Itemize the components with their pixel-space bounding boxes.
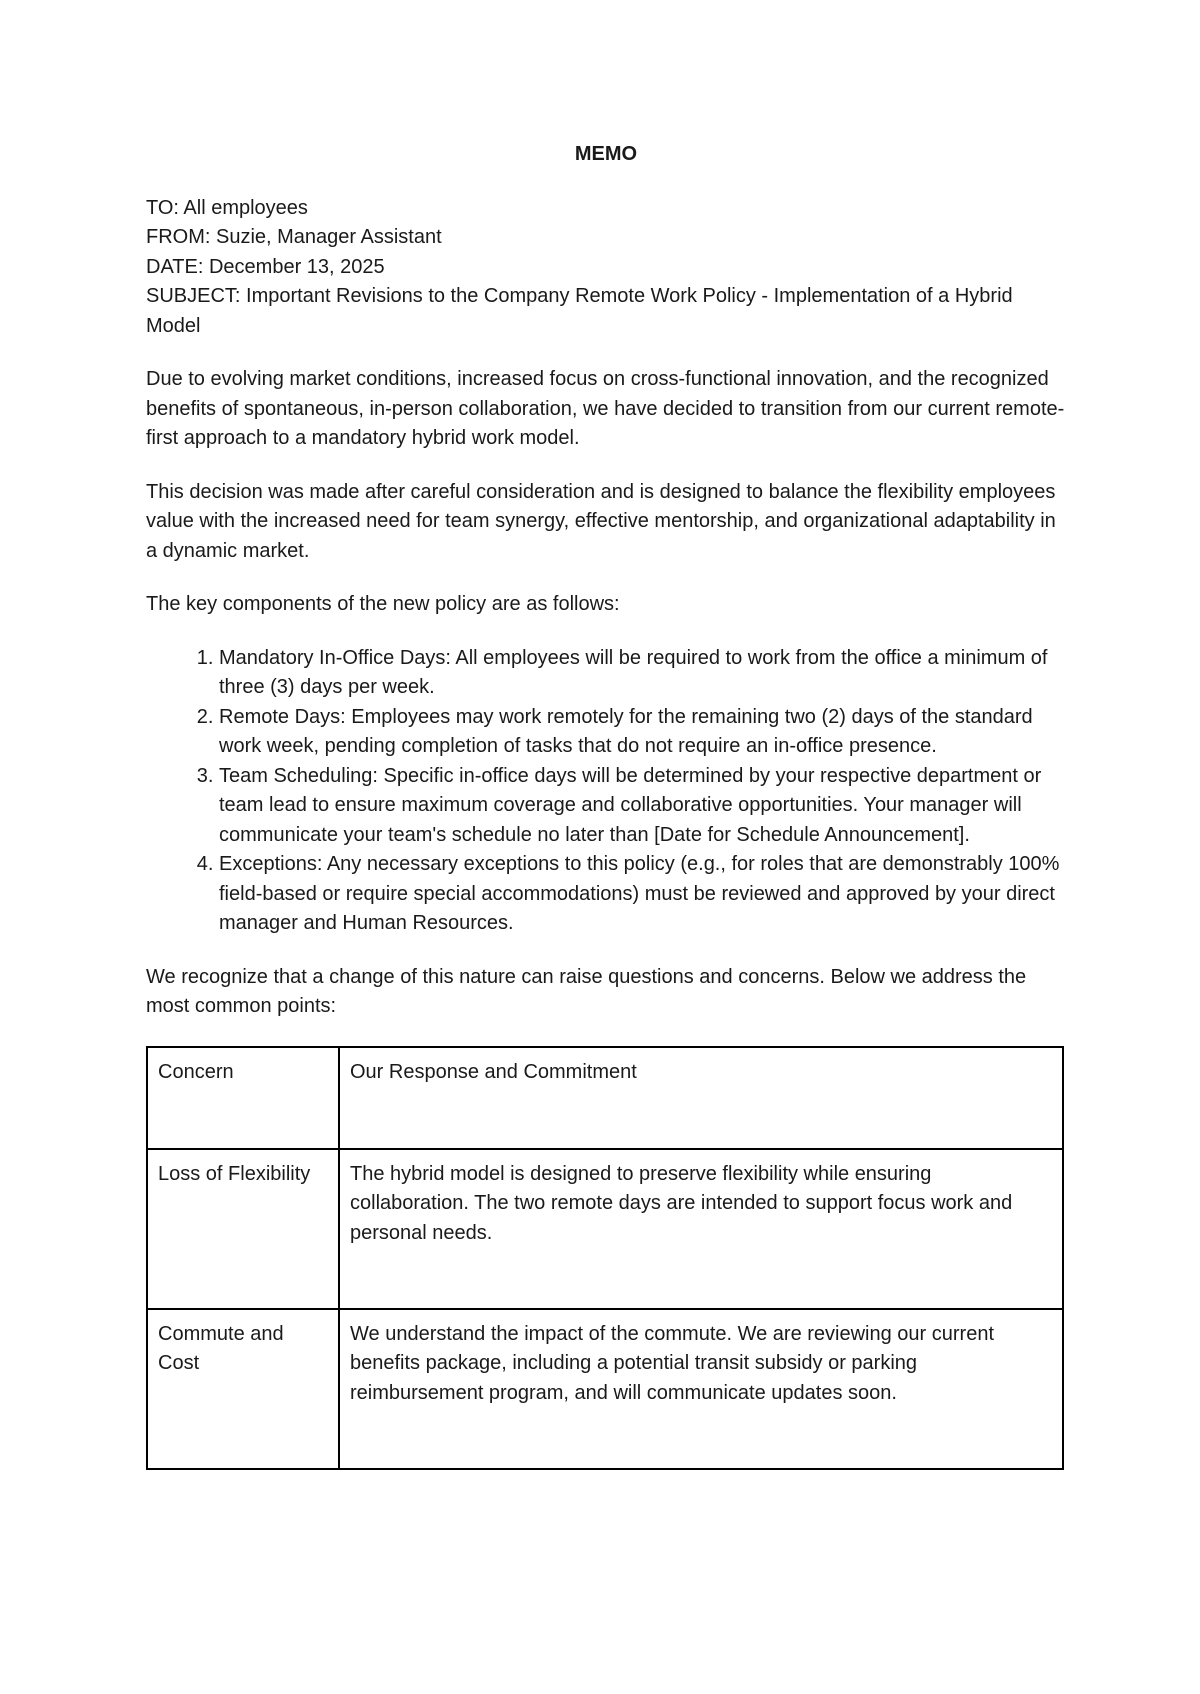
memo-subject: SUBJECT: Important Revisions to the Company Remote Work Policy - Implementation of a Hybrid Model: [146, 285, 1013, 337]
table-row: [147, 1149, 1063, 1309]
memo-to: TO: All employees: [146, 196, 308, 219]
list-item: 2. Remote Days: Employees may work remotely for the remaining two (2) days of the standard work week, pending completion of tasks that do not require an in-office presence.: [219, 703, 1066, 762]
concerns-table: [146, 1046, 1064, 1470]
table-header-row: [147, 1047, 1063, 1149]
table-cell-concern: Loss of Flexibility: [147, 1149, 339, 1309]
table-row: [147, 1309, 1063, 1469]
table-header-response: Our Response and Commitment: [339, 1047, 1063, 1149]
list-item: 1. Mandatory In-Office Days: All employees will be required to work from the office a minimum of three (3) days per week.: [219, 644, 1066, 703]
table-cell-response: The hybrid model is designed to preserve flexibility while ensuring collaboration. The two remote days are intended to support focus work and personal needs.: [339, 1149, 1063, 1309]
table-cell-concern: Commute and Cost: [147, 1309, 339, 1469]
components-lead-paragraph: The key components of the new policy are as follows:: [146, 593, 620, 615]
policy-components-list: [146, 644, 1066, 939]
memo-header: [146, 194, 1066, 342]
concerns-lead-paragraph: We recognize that a change of this nature can raise questions and concerns. Below we address the most common points:: [146, 965, 1027, 1017]
memo-title: MEMO: [574, 143, 638, 165]
memo-date: DATE: December 13, 2025: [146, 255, 385, 278]
decision-paragraph: This decision was made after careful consideration and is designed to balance the flexibility employees value with the increased need for team synergy, effective mentorship, and organizational adaptability in a dynamic market.: [146, 480, 1056, 562]
list-item: 4. Exceptions: Any necessary exceptions to this policy (e.g., for roles that are demonstrably 100% field-based or require special accommodations) must be reviewed and approved by your direct manager and Human Resources.: [219, 850, 1066, 939]
memo-document: [146, 140, 1066, 1470]
intro-paragraph: Due to evolving market conditions, increased focus on cross-functional innovation, and the recognized benefits of spontaneous, in-person collaboration, we have decided to transition from our current remote-first approach to a mandatory hybrid work model.: [146, 368, 1065, 449]
memo-from: FROM: Suzie, Manager Assistant: [146, 226, 442, 248]
table-header-concern: Concern: [147, 1047, 339, 1149]
table-cell-response: We understand the impact of the commute. We are reviewing our current benefits package, including a potential transit subsidy or parking reimbursement program, and will communicate updates soon.: [339, 1309, 1063, 1469]
list-item: 3. Team Scheduling: Specific in-office days will be determined by your respective department or team lead to ensure maximum coverage and collaborative opportunities. Your manager will communicate your team's schedule no later than [Date for Schedule Announcement].: [219, 762, 1066, 851]
